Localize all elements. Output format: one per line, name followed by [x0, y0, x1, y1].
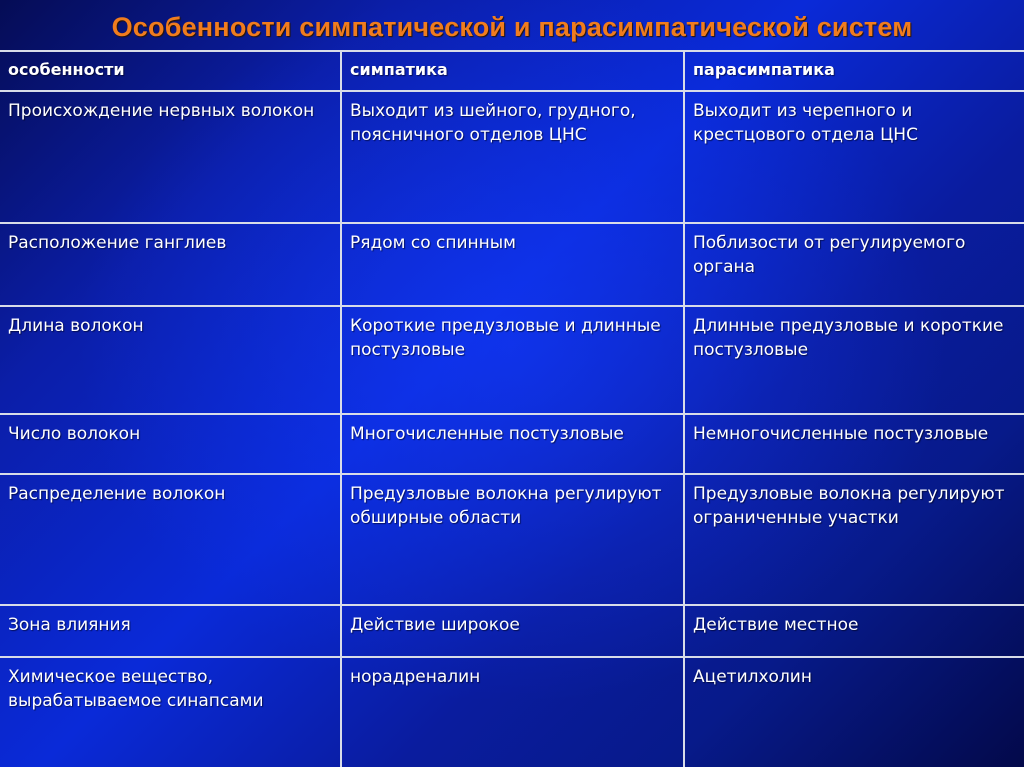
row-label: Происхождение нервных волокон: [0, 91, 341, 223]
row-label: Химическое вещество, вырабатываемое синапсами: [0, 657, 341, 767]
parasympathetic-cell: Выходит из черепного и крестцового отдела ЦНС: [684, 91, 1024, 223]
header-sympathetic: симпатика: [341, 51, 684, 91]
row-label: Расположение ганглиев: [0, 223, 341, 306]
header-parasympathetic: парасимпатика: [684, 51, 1024, 91]
slide-title: Особенности симпатической и парасимпатической систем: [111, 12, 913, 42]
table-row: [0, 605, 1024, 657]
table-row: [0, 223, 1024, 306]
table-row: [0, 414, 1024, 474]
sympathetic-cell: Выходит из шейного, грудного, поясничного отделов ЦНС: [341, 91, 684, 223]
parasympathetic-cell: Действие местное: [684, 605, 1024, 657]
table-row: [0, 657, 1024, 767]
sympathetic-cell: Действие широкое: [341, 605, 684, 657]
parasympathetic-cell: Немногочисленные постузловые: [684, 414, 1024, 474]
table-row: [0, 91, 1024, 223]
parasympathetic-cell: Ацетилхолин: [684, 657, 1024, 767]
table-header-row: [0, 51, 1024, 91]
row-label: Распределение волокон: [0, 474, 341, 605]
parasympathetic-cell: Поблизости от регулируемого органа: [684, 223, 1024, 306]
sympathetic-cell: Рядом со спинным: [341, 223, 684, 306]
table-row: [0, 474, 1024, 605]
sympathetic-cell: норадреналин: [341, 657, 684, 767]
row-label: Зона влияния: [0, 605, 341, 657]
table-row: [0, 306, 1024, 414]
row-label: Длина волокон: [0, 306, 341, 414]
sympathetic-cell: Короткие предузловые и длинные постузловые: [341, 306, 684, 414]
sympathetic-cell: Многочисленные постузловые: [341, 414, 684, 474]
sympathetic-cell: Предузловые волокна регулируют обширные области: [341, 474, 684, 605]
parasympathetic-cell: Предузловые волокна регулируют ограниченные участки: [684, 474, 1024, 605]
row-label: Число волокон: [0, 414, 341, 474]
header-features: особенности: [0, 51, 341, 91]
comparison-table: [0, 50, 1024, 767]
parasympathetic-cell: Длинные предузловые и короткие постузловые: [684, 306, 1024, 414]
